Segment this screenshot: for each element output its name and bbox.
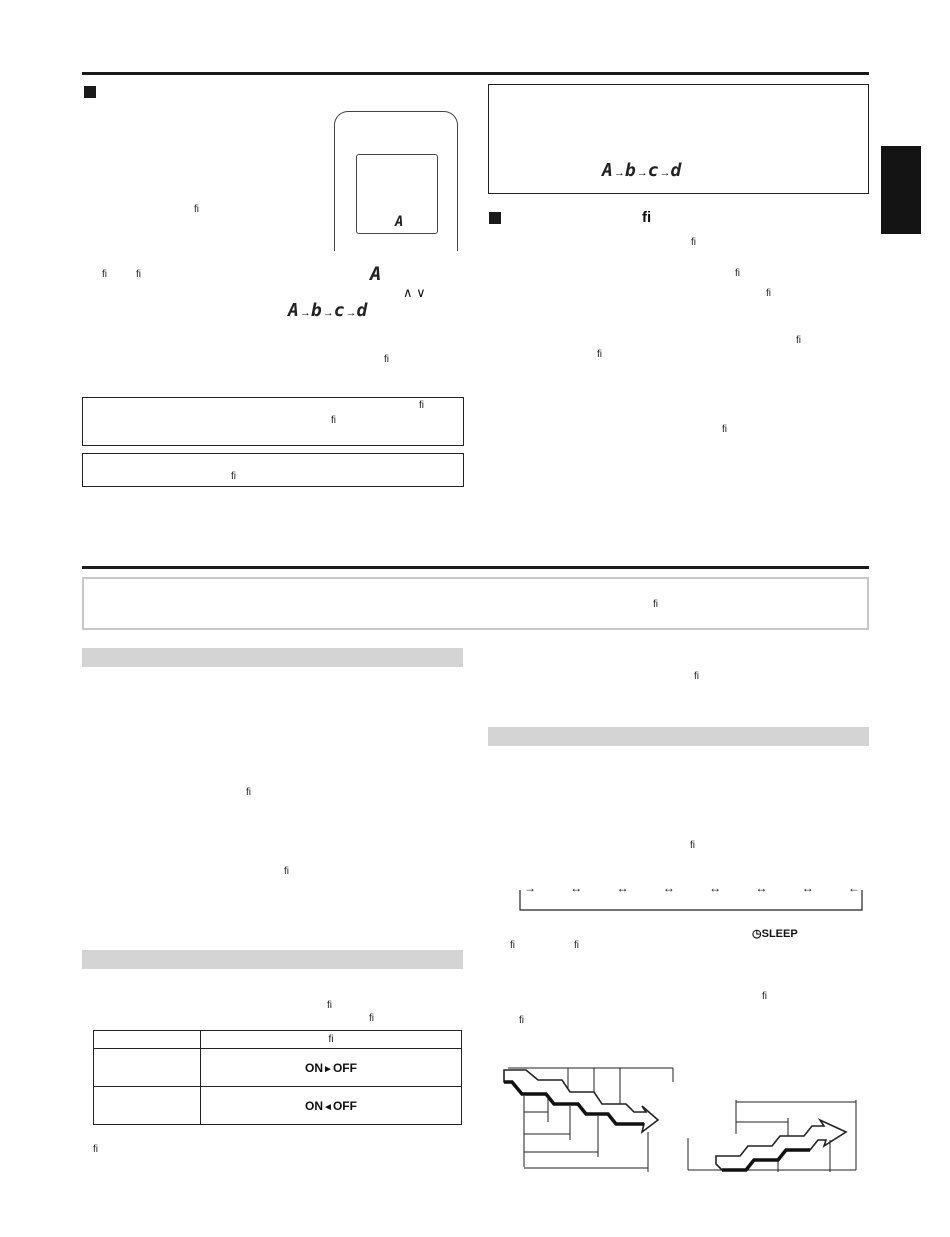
lig-marker: fi — [597, 349, 602, 360]
seq-char: c — [333, 300, 346, 321]
side-language-tab — [881, 146, 921, 234]
sleep-label: SLEEP — [761, 928, 798, 940]
seq-char: d — [670, 160, 683, 181]
timer-table — [93, 1030, 462, 1125]
seq-char: d — [356, 300, 369, 321]
section-heading-bar — [488, 727, 869, 746]
sleep-heating-step-diagram — [684, 1094, 860, 1174]
cycle-arrow: ↔ — [801, 881, 814, 895]
sleep-button-label — [752, 927, 798, 940]
seq-char: A — [288, 300, 300, 321]
seq-arrow: → — [345, 307, 357, 319]
sleep-cooling-step-diagram — [498, 1062, 678, 1174]
lig-marker: fi — [762, 991, 767, 1002]
table-row — [94, 1087, 462, 1125]
table-row — [94, 1049, 462, 1087]
off-label: OFF — [332, 1060, 357, 1075]
lig-marker: fi — [519, 1015, 524, 1026]
seq-char: b — [310, 300, 323, 321]
cycle-arrows — [524, 881, 860, 895]
cycle-arrow: ← — [847, 881, 860, 895]
seq-arrow: → — [613, 167, 625, 179]
table-header-cell: fi — [201, 1031, 462, 1049]
on-off-arrow: ◄ — [323, 1101, 333, 1113]
top-section-rule — [82, 72, 869, 75]
on-label: ON — [305, 1060, 324, 1075]
seq-char: b — [624, 160, 637, 181]
clock-icon: ◷ — [752, 928, 762, 940]
lig-marker: fi — [384, 354, 389, 365]
table-row-label — [94, 1087, 201, 1125]
lig-marker: fi — [231, 471, 236, 482]
seq-arrow: → — [299, 307, 311, 319]
lig-marker: fi — [369, 1013, 374, 1024]
box-display-sequence — [602, 160, 682, 181]
table-header-cell — [94, 1031, 201, 1049]
lig-marker: fi — [331, 415, 336, 426]
on-off-arrow: ► — [323, 1063, 333, 1075]
display-sequence — [288, 300, 368, 321]
lig-marker: fi — [690, 840, 695, 851]
lig-marker: fi — [102, 269, 107, 280]
lig-marker: fi — [327, 1000, 332, 1011]
cycle-arrow: ↔ — [709, 881, 722, 895]
lig-marker: fi — [691, 237, 696, 248]
lig-marker: fi — [735, 268, 740, 279]
seq-arrow: → — [636, 167, 648, 179]
caution-banner — [82, 577, 869, 630]
lig-marker: fi — [510, 940, 515, 951]
lig-marker: fi — [136, 269, 141, 280]
remote-lcd-char: A — [395, 214, 405, 230]
remote-cutoff-mask — [330, 251, 464, 281]
section-heading-bar — [82, 648, 463, 667]
lig-marker: fi — [766, 288, 771, 299]
lig-marker: fi — [796, 335, 801, 346]
lig-marker: fi — [246, 787, 251, 798]
lig-marker: fi — [194, 204, 199, 215]
cycle-arrow: ↔ — [616, 881, 629, 895]
seq-char: c — [647, 160, 660, 181]
note-box-2 — [82, 453, 464, 487]
lig-marker: fi — [284, 866, 289, 877]
section-heading-bar — [82, 950, 463, 969]
cycle-arrow: ↔ — [570, 881, 583, 895]
cycle-arrow: ↔ — [662, 881, 675, 895]
lig-marker: fi — [93, 1144, 98, 1155]
section-marker-square — [84, 86, 96, 98]
lig-marker: fi — [574, 940, 579, 951]
lig-marker: fi — [419, 400, 424, 411]
table-row-label — [94, 1049, 201, 1087]
lig-marker: fi — [653, 599, 658, 610]
note-box-1 — [82, 397, 464, 446]
seq-char: A — [602, 160, 614, 181]
on-label: ON — [305, 1098, 324, 1113]
up-down-symbols: ∧ ∨ — [403, 285, 426, 300]
display-char-inline: A — [370, 263, 383, 285]
seq-arrow: → — [322, 307, 334, 319]
lig-marker: fi — [722, 424, 727, 435]
section-marker-square — [489, 212, 501, 224]
off-label: OFF — [332, 1098, 357, 1113]
cycle-arrow: ↔ — [755, 881, 768, 895]
lig-marker: fi — [694, 671, 699, 682]
heading-lig: fi — [642, 209, 652, 226]
cycle-arrow: → — [524, 881, 536, 895]
seq-arrow: → — [659, 167, 671, 179]
bottom-section-rule — [82, 566, 869, 569]
